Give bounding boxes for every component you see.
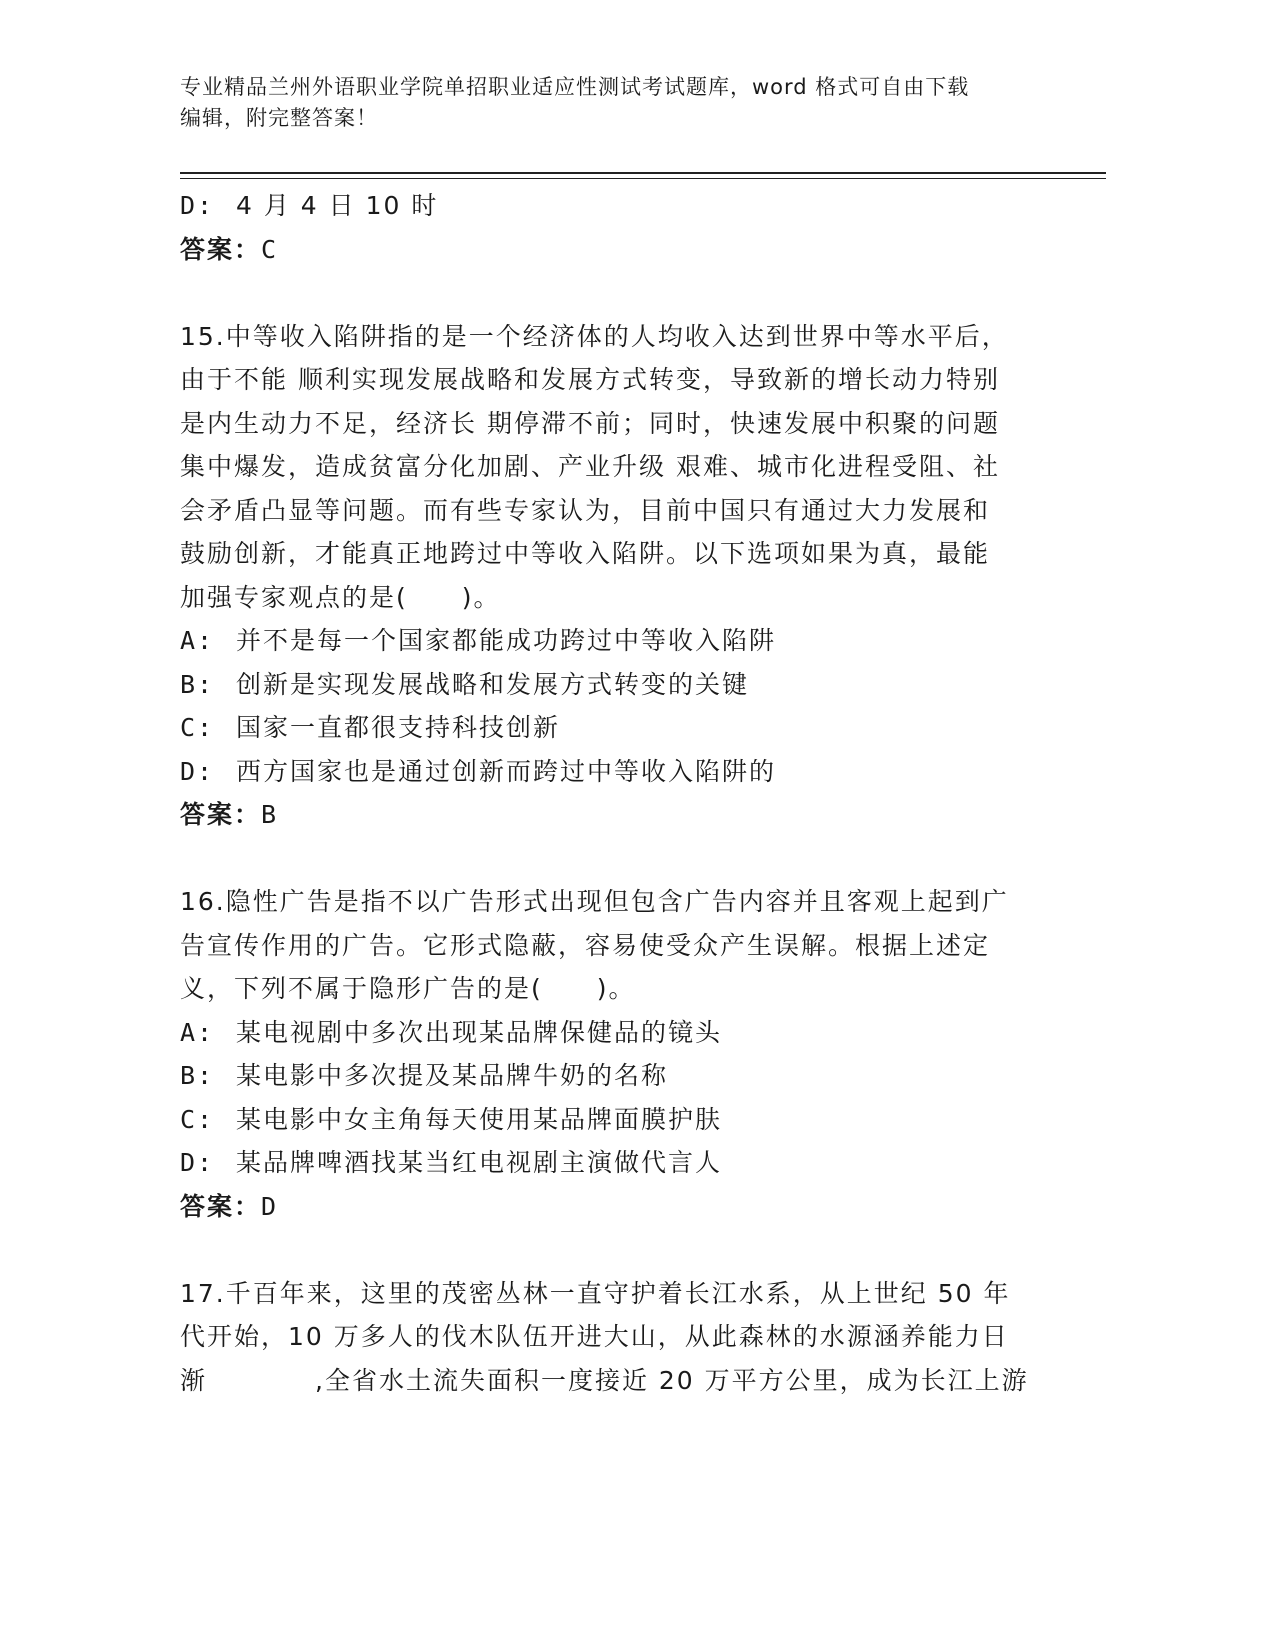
header-rule-thin [180,178,1106,179]
answer-label: 答案： [180,234,262,264]
q15-option-d [180,750,1040,794]
option-text: 并不是每一个国家都能成功跨过中等收入陷阱 [236,626,777,655]
option-key: B: [180,1061,215,1090]
answer-label: 答案： [180,1191,262,1221]
q15-option-b [180,663,1040,707]
question-line: 16.隐性广告是指不以广告形式出现但包含广告内容并且客观上起到广 [180,887,1009,916]
option-key: D: [180,191,215,220]
option-key: D: [180,1148,215,1177]
answer-value: D [261,1191,279,1221]
header-line-2: 编辑，附完整答案！ [180,106,378,130]
question-17 [180,1272,1040,1403]
q15-option-a [180,619,1040,663]
question-16 [180,880,1040,1228]
question-line: 加强专家观点的是( )。 [180,582,501,612]
question-line: 15.中等收入陷阱指的是一个经济体的人均收入达到世界中等水平后， [180,321,1009,351]
question-line: 由于不能 顺利实现发展战略和发展方式转变，导致新的增长动力特别 [180,365,1000,394]
option-text: 某电影中多次提及某品牌牛奶的名称 [236,1061,669,1090]
question-line: 渐 ,全省水土流失面积一度接近 20 万平方公里，成为长江上游 [180,1365,1029,1395]
q16-option-b [180,1054,1040,1098]
option-key: A: [180,626,215,655]
document-body [180,184,1040,1402]
question-line: 告宣传作用的广告。它形式隐蔽，容易使受众产生误解。根据上述定 [180,930,991,960]
question-line: 17.千百年来，这里的茂密丛林一直守护着长江水系，从上世纪 50 年 [180,1278,1011,1308]
q15-option-c [180,706,1040,750]
option-text: 国家一直都很支持科技创新 [236,713,561,742]
header-rule-thick [180,172,1106,174]
q16-answer [180,1185,1040,1229]
spacer [180,837,1040,881]
option-key: D: [180,756,215,786]
answer-value: B [261,800,279,829]
q15-answer [180,793,1040,837]
question-15 [180,315,1040,837]
document-header [180,72,1040,134]
option-key: A: [180,1017,215,1047]
option-key: B: [180,669,215,699]
question-line: 集中爆发，造成贫富分化加剧、产业升级 艰难、城市化进程受阻、社 [180,452,1000,481]
q16-option-a [180,1011,1040,1055]
option-text: 某品牌啤酒找某当红电视剧主演做代言人 [236,1148,723,1177]
answer-label: 答案： [180,800,262,829]
header-line-1: 专业精品兰州外语职业学院单招职业适应性测试考试题库，word 格式可自由下载 [180,75,970,99]
option-text: 西方国家也是通过创新而跨过中等收入陷阱的 [236,756,777,786]
option-text: 4 月 4 日 10 时 [236,191,439,220]
question-line: 代开始，10 万多人的伐木队伍开进大山，从此森林的水源涵养能力日 [180,1322,1009,1351]
question-line: 鼓励创新，才能真正地跨过中等收入陷阱。以下选项如果为真，最能 [180,539,991,568]
question-line: 会矛盾凸显等问题。而有些专家认为，目前中国只有通过大力发展和 [180,495,991,525]
spacer [180,271,1040,315]
option-text: 某电影中女主角每天使用某品牌面膜护肤 [236,1104,723,1134]
option-text: 创新是实现发展战略和发展方式转变的关键 [236,669,750,699]
answer-value: C [261,234,279,264]
q16-option-c [180,1098,1040,1142]
option-key: C: [180,713,215,742]
option-text: 某电视剧中多次出现某品牌保健品的镜头 [236,1017,723,1047]
question-line: 义，下列不属于隐形广告的是( )。 [180,974,636,1003]
option-key: C: [180,1104,215,1134]
q16-option-d [180,1141,1040,1185]
q14-option-d [180,184,1040,228]
q14-answer [180,228,1040,272]
question-line: 是内生动力不足，经济长 期停滞不前；同时，快速发展中积聚的问题 [180,408,1000,438]
spacer [180,1228,1040,1272]
